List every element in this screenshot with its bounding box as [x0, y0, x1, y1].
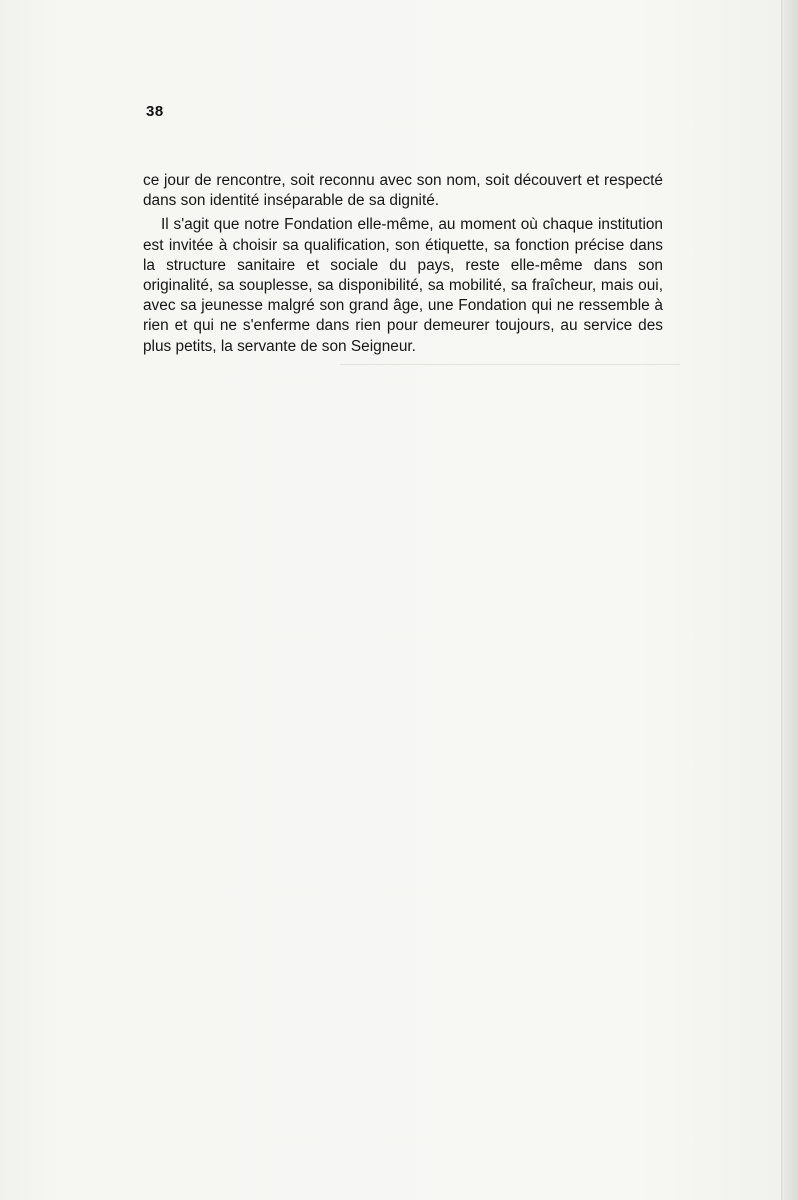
- page-binding-edge: [784, 0, 798, 1200]
- page-number: 38: [146, 103, 164, 120]
- body-text: [143, 171, 663, 361]
- paragraph-2: Il s'agit que notre Fondation elle-même, au moment où chaque institution est invitée à choisir sa qualification, son étiquette, sa fonction précise dans la structure sanitaire et sociale du pays, reste elle-même dans son originalité, sa souplesse, sa disponibilité, sa mobilité, sa fraîcheur, mais oui, avec sa jeunesse malgré son grand âge, une Fondation qui ne ressemble à rien et qui ne s'enferme dans rien pour demeurer toujours, au service des plus petits, la servante de son Seigneur.: [143, 216, 663, 355]
- paragraph-1: ce jour de rencontre, soit reconnu avec son nom, soit découvert et respecté dans son identité inséparable de sa dignité.: [143, 172, 663, 210]
- show-through-texture: ────────────────────────────────: [339, 356, 680, 373]
